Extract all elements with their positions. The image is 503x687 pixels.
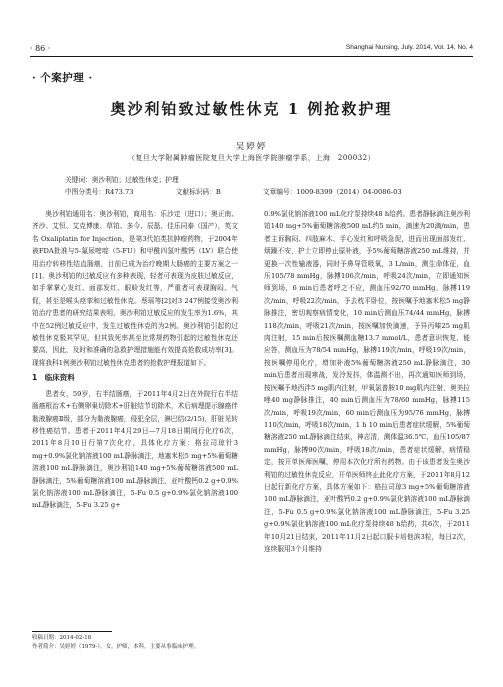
clc-number: 中图分类号：R473.73	[65, 188, 134, 196]
case-continuation-paragraph: 0.9%氯化钠溶液100 mL化疗泵持续48 h给药。患者静脉滴注奥沙利铂140 mg+5%葡萄糖溶液500 mL约5 min，滴速为20滴/min，患者主诉胸闷、四肢麻木、手心发红和呼吸急促，进而出现面部发红、烦躁不安，护士立即停止原补液，予5%葡萄糖溶液250 mL维持，并更换一次性输液器，同时予鼻导管吸氧，3 L/min，测生命体征，血压105/78 mmHg，脉搏106次/min，呼吸24次/min，立即通知医师到场，6 min后患者呼之不应，测血压92/70 mmHg，脉搏119次/min，呼吸22次/min，予去枕平卧位，按医嘱予地塞米松5 mg静脉推注，密切观察病情变化，10 min后测血压74/44 mmHg，脉搏118次/min，呼吸21次/min，按医嘱加快滴速，予异丙嗪25 mg肌肉注射，15 min后按医嘱测血糖13.7 mmol/L，患者意识恢复，能应答，测血压为78/54 mmHg，脉搏119次/min，呼吸19次/min，按医嘱停用化疗，增加补液5%葡萄糖溶液250 mL静脉滴注，30 min后患者出现寒战，发冷发抖，体温测不出，再次通知医师到场，按医嘱予地西泮5 mg肌内注射，甲氧氯普胺10 mg肌内注射，奥美拉唑40 mg静脉推注，40 min后测血压为78/60 mmHg，脉搏115次/min，呼吸19次/min，60 min后测血压为95/76 mmHg，脉搏110次/min，呼吸18次/min，1 h 10 min后患者症状缓解，5%葡萄糖溶液250 mL静脉滴注结束，神志清，测体温36.5℃，血压105/87 mmHg，脉搏90次/min，呼吸18次/min，患者症状缓解，病情稳定，按开单医师医嘱，停用本次化疗所有药物。由于该患者发生奥沙利铂的过敏性休克反应，开单医师终止此化疗方案，于2011年8月12日起行新化疗方案，具体方案如下：格拉司琼3 mg+5%葡萄糖溶液100 mL静脉滴注，亚叶酸钙0.2 g+0.9%氯化钠溶液100 mL静脉滴注，5-Fu 0.5 g+0.9%氯化钠溶液100 mL静脉滴注，5-Fu 3.25 g+0.9%氯化钠溶液100 mL化疗泵持续48 h给药，共6次，于2011年10月21日结束，2011年11月2日起口服卡培他滨3粒，每日2次，连续服用3个月维持	[264, 210, 470, 553]
author-bio: 作者简介：吴婷婷（1979-），女，护师，本科，主要从事临床护理。	[32, 643, 200, 650]
footnote	[32, 634, 238, 651]
section-tag: · 个案护理 ·	[32, 72, 93, 84]
article-number: 文章编号：1009-8399（2014）04-0086-03	[262, 188, 402, 196]
page-number: · 86 ·	[30, 44, 51, 53]
left-column	[32, 208, 238, 512]
journal-reference: Shanghai Nursing, July. 2014, Vol. 14, No. 4	[345, 44, 473, 51]
footnote-rule	[32, 631, 112, 632]
author-name: 吴婷婷	[235, 142, 268, 152]
classification-row	[65, 186, 442, 196]
intro-paragraph: 奥沙利铂通用名：奥沙利铂，商用名：乐沙定（进口）；奥正南、齐沙、艾恒、艾克博康、草铂、多今、辰磊、佳乐同泰（国产），英文名 Oxaliplatin for Injection，是第3代铂类抗肿瘤药物，于2004年被FDA批准与5-氟尿嘧啶（5-FU）和甲酰四氢叶酸钙（LV）联合使用治疗转移性结直肠癌，目前已成为治疗晚期大肠癌的主要方案之一[1]。奥沙利铂的过敏反应有多种表现，轻者可表现为皮肤过敏反应，如手掌掌心发红、面部发红、眼睑发红等，严重者可表现胸闷、气促，甚至是喉头痉挛和过敏性休克。蔡瑶等[2]对3 247例接受奥沙利铂治疗患者的研究结果表明，奥沙利铂过敏反应的发生率为1.6%，其中在52例过敏反应中，发生过敏性休克的为2例。奥沙利铂引起的过敏性休克极其罕见，但其致死率甚至比常规药物引起的过敏性休克还要高，因此，及时和准确的急救护理措施能有效提高抢救成功率[3]。现将我科1例奥沙利铂过敏性休克患者的抢救护理报道如下。	[32, 210, 238, 367]
header-rule	[30, 56, 473, 57]
document-code: 文献标识码：B	[175, 188, 221, 196]
received-date: 收稿日期：2014-02-18	[32, 635, 92, 641]
right-column	[264, 208, 470, 555]
section-heading-clinical-data: 1 临床资料	[32, 373, 75, 383]
keywords: 关键词：奥沙利铂；过敏性休克；护理	[65, 176, 179, 184]
case-paragraph: 患者女，59岁，右半结肠癌，于2011年4月2日在外院行右半结肠癌根治术+右侧卵巢切除术+肝脏结节切除术，术后病理提示腺癌伴黏液腺癌Ⅱ级，部分为黏液腺癌，侵犯全层，淋巴结(2/15)，肝脏见转移性癌结节。患者于2011年4月29日—7月18日期间行化疗6次，2011年8月10日行第7次化疗，具体化疗方案：格拉司琼针3 mg+0.9%氯化钠溶液100 mL静脉滴注，地塞米松5 mg+5%葡萄糖溶液100 mL静脉滴注，奥沙利铂140 mg+5%葡萄糖溶液500 mL静脉滴注，5%葡萄糖溶液100 mL静脉滴注，亚叶酸钙0.2 g+0.9%氯化钠溶液100 mL静脉滴注，5-Fu 0.5 g+0.9%氯化钠溶液100 mL静脉滴注，5-Fu 3.25 g+	[32, 389, 238, 510]
article-title: 奥沙利铂致过敏性休克 1 例抢救护理	[110, 100, 393, 118]
author-affiliation: （复旦大学附属肿瘤医院复旦大学上海医学院肿瘤学系，上海 200032）	[127, 154, 376, 162]
